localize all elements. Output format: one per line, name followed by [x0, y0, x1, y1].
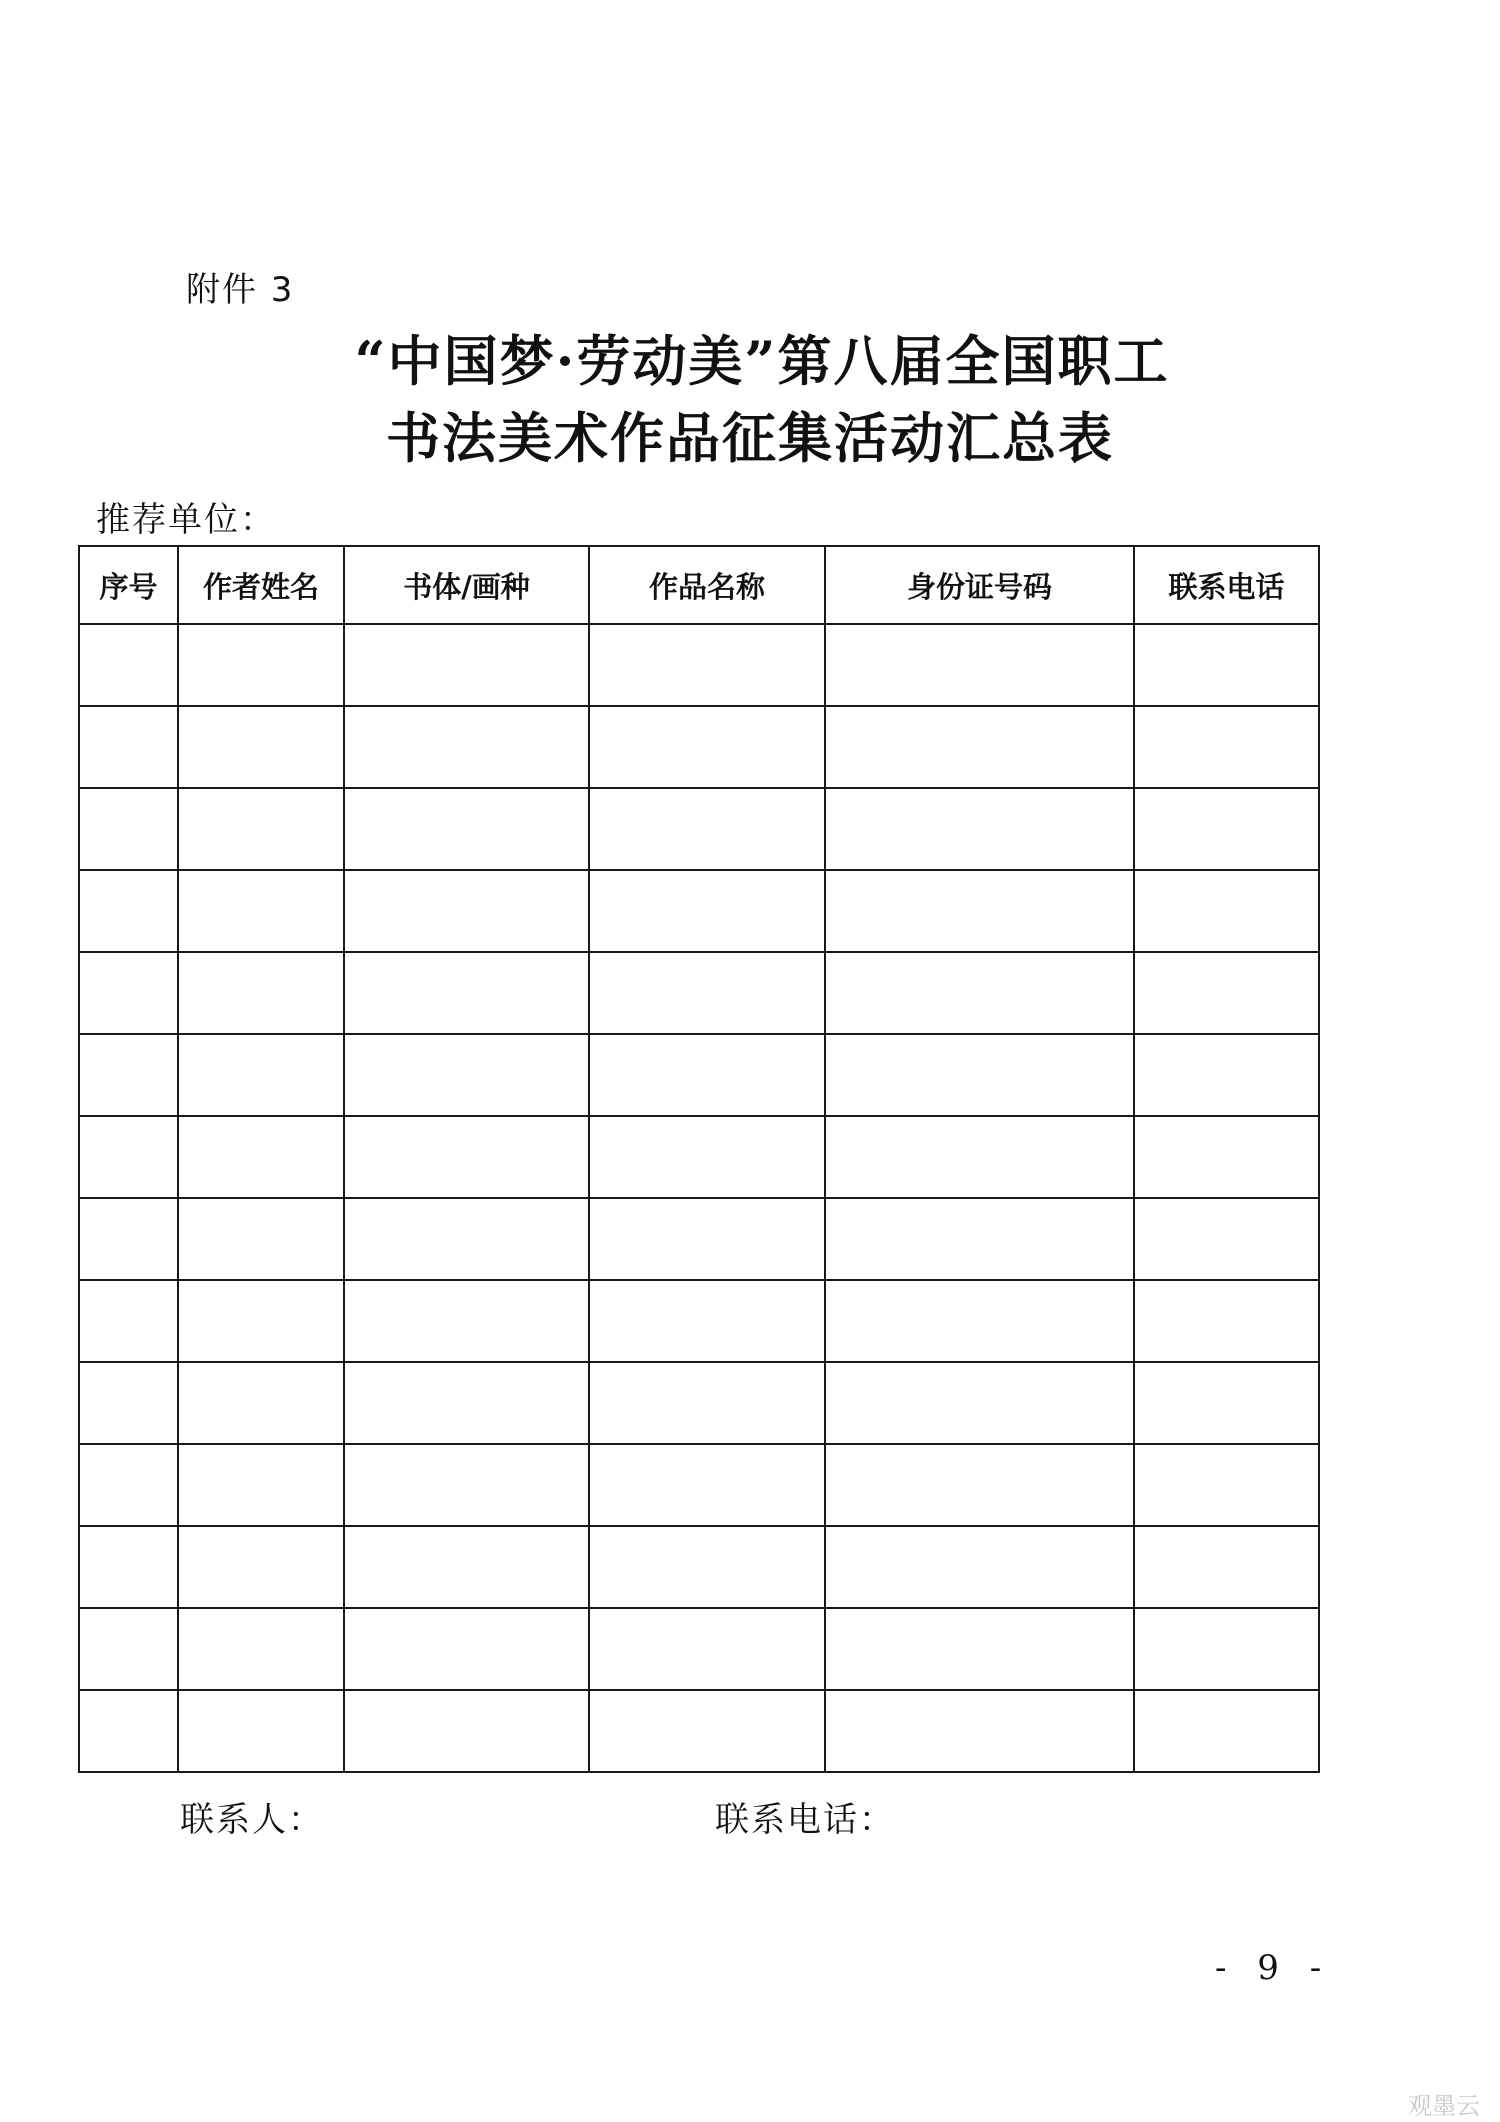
- table-cell: [825, 952, 1134, 1034]
- table-cell: [178, 624, 344, 706]
- table-cell: [1134, 1280, 1319, 1362]
- table-cell: [79, 1034, 178, 1116]
- table-cell: [825, 1280, 1134, 1362]
- table-header-row: [79, 546, 1319, 624]
- table-cell: [178, 1116, 344, 1198]
- table-cell: [1134, 1116, 1319, 1198]
- table-row: [79, 706, 1319, 788]
- table-cell: [589, 1280, 825, 1362]
- table-cell: [1134, 788, 1319, 870]
- page-number: - 9 -: [1215, 1948, 1332, 1988]
- table-cell: [79, 624, 178, 706]
- table-row: [79, 1608, 1319, 1690]
- table-cell: [178, 1198, 344, 1280]
- header-work-title: 作品名称: [589, 546, 825, 624]
- table-cell: [178, 788, 344, 870]
- table-cell: [344, 1362, 589, 1444]
- table-cell: [825, 1608, 1134, 1690]
- table-cell: [825, 706, 1134, 788]
- table-cell: [589, 870, 825, 952]
- table-cell: [178, 706, 344, 788]
- table-cell: [1134, 952, 1319, 1034]
- table-cell: [589, 1690, 825, 1772]
- table-cell: [589, 1526, 825, 1608]
- table-row: [79, 1116, 1319, 1198]
- table-row: [79, 1198, 1319, 1280]
- table-cell: [344, 1280, 589, 1362]
- header-serial-number: 序号: [79, 546, 178, 624]
- table-cell: [1134, 624, 1319, 706]
- table-cell: [825, 624, 1134, 706]
- table-cell: [79, 952, 178, 1034]
- table-cell: [825, 1034, 1134, 1116]
- table-cell: [344, 1526, 589, 1608]
- table-row: [79, 1444, 1319, 1526]
- contact-phone-label: 联系电话：: [715, 1800, 895, 1840]
- table-cell: [825, 1690, 1134, 1772]
- table-cell: [344, 1198, 589, 1280]
- table-cell: [79, 1116, 178, 1198]
- table-cell: [178, 1280, 344, 1362]
- table-cell: [825, 1444, 1134, 1526]
- title-line-2: 书法美术作品征集活动汇总表: [386, 406, 1114, 470]
- table-cell: [79, 788, 178, 870]
- table-cell: [589, 1362, 825, 1444]
- table-cell: [825, 1198, 1134, 1280]
- table-cell: [589, 624, 825, 706]
- table-cell: [825, 1526, 1134, 1608]
- table-cell: [344, 870, 589, 952]
- table-cell: [344, 1034, 589, 1116]
- recommend-unit-label: 推荐单位：: [96, 500, 276, 540]
- table-row: [79, 1362, 1319, 1444]
- watermark: 观墨云: [1408, 2092, 1480, 2120]
- table-cell: [825, 788, 1134, 870]
- table-cell: [825, 870, 1134, 952]
- table-cell: [178, 1526, 344, 1608]
- table-row: [79, 1526, 1319, 1608]
- table-row: [79, 870, 1319, 952]
- table-cell: [178, 1608, 344, 1690]
- table-cell: [1134, 1034, 1319, 1116]
- header-script-style: 书体/画种: [344, 546, 589, 624]
- table-cell: [178, 952, 344, 1034]
- table-cell: [79, 870, 178, 952]
- table-cell: [178, 1444, 344, 1526]
- table-cell: [589, 706, 825, 788]
- table-cell: [344, 1444, 589, 1526]
- table-cell: [79, 1526, 178, 1608]
- table-row: [79, 1690, 1319, 1772]
- table-cell: [344, 788, 589, 870]
- table-cell: [178, 1034, 344, 1116]
- table-row: [79, 1280, 1319, 1362]
- table-cell: [344, 624, 589, 706]
- table-cell: [1134, 1198, 1319, 1280]
- table-cell: [589, 1198, 825, 1280]
- title-line-1: “中国梦·劳动美”第八届全国职工: [354, 329, 1170, 393]
- table-cell: [178, 870, 344, 952]
- table-cell: [1134, 1362, 1319, 1444]
- table-cell: [79, 1608, 178, 1690]
- header-contact-phone: 联系电话: [1134, 546, 1319, 624]
- table-cell: [79, 1198, 178, 1280]
- header-id-number: 身份证号码: [825, 546, 1134, 624]
- table-cell: [589, 952, 825, 1034]
- table-cell: [1134, 706, 1319, 788]
- table-cell: [178, 1362, 344, 1444]
- table-row: [79, 952, 1319, 1034]
- contact-person-label: 联系人：: [180, 1800, 324, 1840]
- table-cell: [344, 1116, 589, 1198]
- table-row: [79, 624, 1319, 706]
- table-cell: [79, 1280, 178, 1362]
- attachment-label: 附件 3: [186, 270, 295, 310]
- table-cell: [1134, 870, 1319, 952]
- table-cell: [1134, 1690, 1319, 1772]
- table-cell: [79, 1444, 178, 1526]
- table-cell: [589, 1444, 825, 1526]
- table-cell: [1134, 1444, 1319, 1526]
- header-author-name: 作者姓名: [178, 546, 344, 624]
- table-cell: [589, 1116, 825, 1198]
- table-cell: [589, 788, 825, 870]
- table-cell: [344, 952, 589, 1034]
- table-cell: [1134, 1526, 1319, 1608]
- table-cell: [344, 1608, 589, 1690]
- table-cell: [79, 706, 178, 788]
- table-cell: [178, 1690, 344, 1772]
- table-cell: [344, 1690, 589, 1772]
- table-cell: [79, 1362, 178, 1444]
- table-cell: [79, 1690, 178, 1772]
- table-cell: [344, 706, 589, 788]
- table-row: [79, 1034, 1319, 1116]
- table-row: [79, 788, 1319, 870]
- table-cell: [589, 1608, 825, 1690]
- summary-table: [78, 545, 1320, 1773]
- table-cell: [1134, 1608, 1319, 1690]
- table-cell: [825, 1362, 1134, 1444]
- table-cell: [825, 1116, 1134, 1198]
- table-cell: [589, 1034, 825, 1116]
